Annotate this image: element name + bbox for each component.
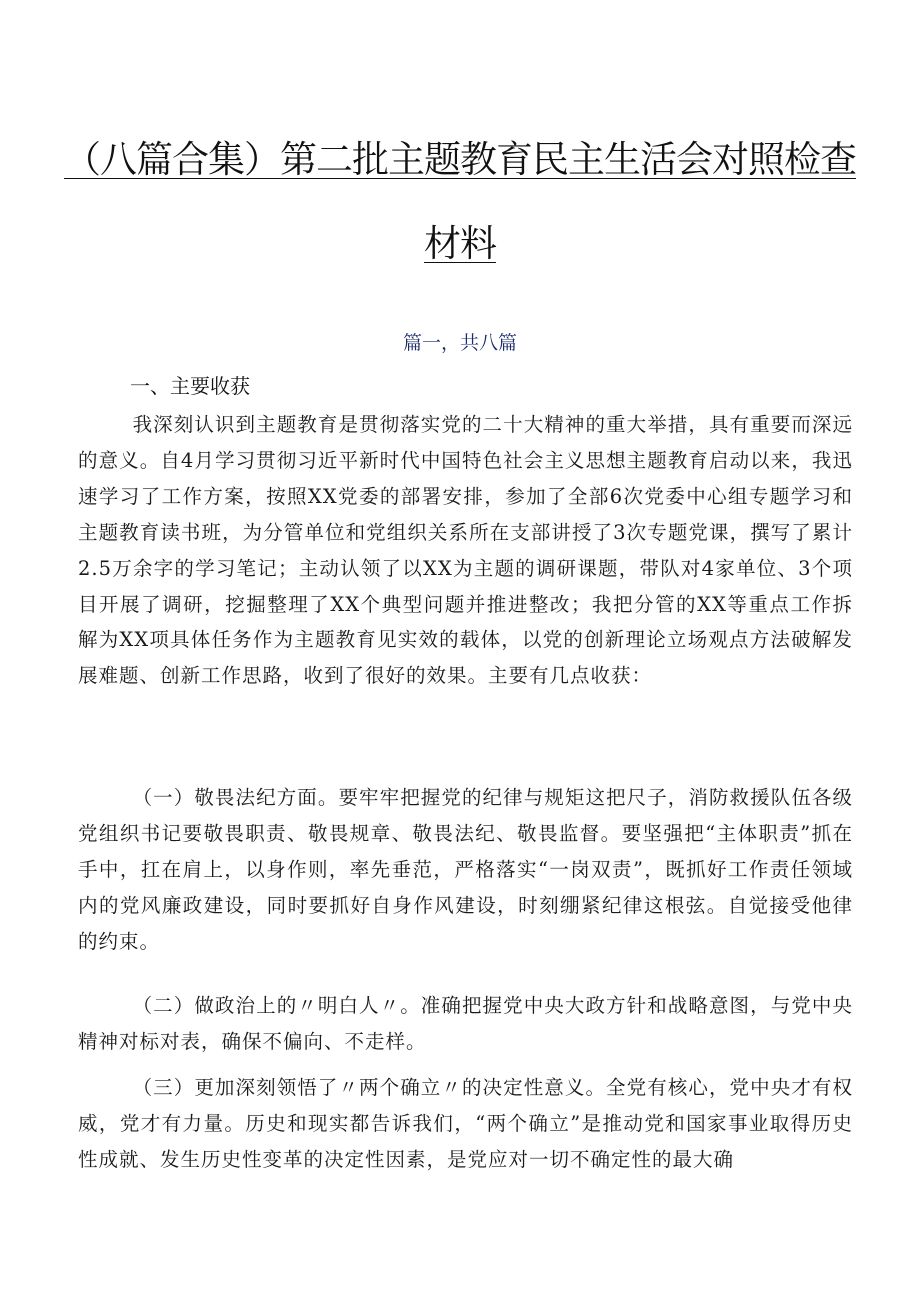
- paragraph-text: （三）更加深刻领悟了〃两个确立〃的决定性意义。全党有核心，党中央才有权威，党才有力量。历史和现实都告诉我们，“两个确立”是推动党和国家事业取得历史性成就、发生历史性变革的决定性因素，是党应对一切不确定性的最大确: [78, 1076, 853, 1171]
- paragraph-text: （一）敬畏法纪方面。要牢牢把握党的纪律与规矩这把尺子，消防救援队伍各级党组织书记要敬畏职责、敬畏规章、敬畏法纪、敬畏监督。要坚强把“主体职责”抓在手中，扛在肩上，以身作则，率先垂范，严格落实“一岗双责”，既抓好工作责任领域内的党风廉政建设，同时要抓好自身作风建设，时刻绷紧纪律这根弦。自觉接受他律的约束。: [78, 786, 853, 953]
- paragraph-text: 我深刻认识到主题教育是贯彻落实党的二十大精神的重大举措，具有重要而深远的意义。自4月学习贯彻习近平新时代中国特色社会主义思想主题教育启动以来，我迅速学习了工作方案，按照XX党委的部署安排，参加了全部6次党委中心组专题学习和主题教育读书班，为分管单位和党组织关系所在支部讲授了3次专题党课，撰写了累计2.5万余字的学习笔记；主动认领了以XX为主题的调研课题，带队对4家单位、3个项目开展了调研，挖掘整理了XX个典型问题并推进整改；我把分管的XX等重点工作拆解为XX项具体任务作为主题教育见实效的载体，以党的创新理论立场观点方法破解发展难题、创新工作思路，收到了很好的效果。主要有几点收获：: [78, 413, 853, 688]
- document-title-line1: （八篇合集）第二批主题教育民主生活会对照检查: [64, 138, 856, 181]
- paragraph-discipline: [78, 780, 853, 966]
- section-heading: 一、主要收获: [130, 374, 250, 398]
- paragraph-text: （二）做政治上的〃明白人〃。准确把握党中央大政方针和战略意图，与党中央精神对标对表，确保不偏向、不走样。: [78, 994, 853, 1053]
- document-subtitle: 篇一，共八篇: [402, 332, 517, 354]
- paragraph-two-establishes: [78, 1070, 853, 1184]
- paragraph-main-gains: [78, 407, 853, 700]
- document-title-line2: 材料: [424, 222, 496, 265]
- paragraph-political: [78, 988, 853, 1066]
